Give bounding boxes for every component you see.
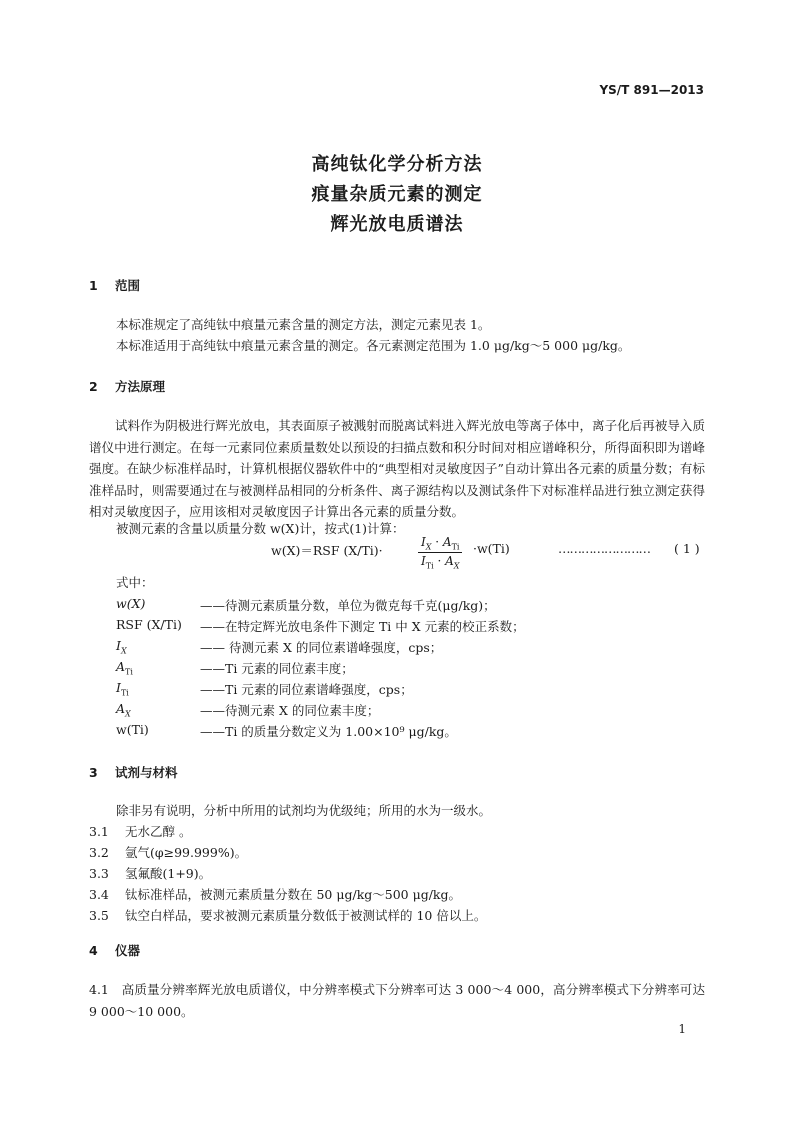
def-symbol-iti: $I_{Ti}$ bbox=[116, 680, 129, 698]
section-title: 试剂与材料 bbox=[115, 765, 178, 780]
formula-lhs: w(X)＝RSF (X/Ti)· bbox=[271, 543, 383, 558]
scope-paragraph-1: 本标准规定了高纯钛中痕量元素含量的测定方法，测定元素见表 1。 bbox=[116, 317, 491, 332]
page-number: 1 bbox=[678, 1022, 686, 1036]
formula-dots: …………………… bbox=[558, 541, 650, 556]
title-line-2: 痕量杂质元素的测定 bbox=[311, 184, 483, 205]
reagents-intro: 除非另有说明，分析中所用的试剂均为优级纯；所用的水为一级水。 bbox=[116, 803, 492, 818]
def-symbol-rsf: RSF (X/Ti) bbox=[116, 617, 182, 632]
list-item: 3.1 无水乙醇 。 bbox=[89, 824, 192, 839]
section-number: 1 bbox=[89, 278, 98, 293]
def-desc-rsf: ——在特定辉光放电条件下测定 Ti 中 X 元素的校正系数； bbox=[200, 619, 525, 634]
def-symbol-ati: $A_{Ti}$ bbox=[116, 659, 133, 677]
section-title: 范围 bbox=[115, 278, 141, 293]
def-symbol-wti: w(Ti) bbox=[116, 722, 149, 737]
instrument-paragraph: 4.1 高质量分辨率辉光放电质谱仪，中分辨率模式下分辨率可达 3 000～4 000，高分辨率模式下分辨率可达 9 000～10 000。 bbox=[89, 982, 705, 1019]
def-desc-iti: ——Ti 元素的同位素谱峰强度，cps； bbox=[200, 682, 413, 697]
standard-code: YS/T 891—2013 bbox=[599, 83, 704, 97]
list-item: 3.4 钛标准样品，被测元素质量分数在 50 μg/kg～500 μg/kg。 bbox=[89, 887, 462, 902]
def-desc-wti: ——Ti 的质量分数定义为 1.00×10⁹ μg/kg。 bbox=[200, 724, 457, 739]
section-number: 2 bbox=[89, 379, 98, 394]
formula-label: ( 1 ) bbox=[674, 541, 700, 556]
section-number: 3 bbox=[89, 765, 98, 780]
section-title: 方法原理 bbox=[115, 379, 166, 394]
principle-calc-intro: 被测元素的含量以质量分数 w(X)计，按式(1)计算： bbox=[116, 521, 405, 536]
section-1-heading bbox=[89, 276, 140, 294]
section-number: 4 bbox=[89, 943, 98, 958]
section-title: 仪器 bbox=[115, 943, 141, 958]
def-symbol-ix: $I_X$ bbox=[116, 638, 127, 656]
title-line-3: 辉光放电质谱法 bbox=[330, 214, 464, 235]
def-desc-ax: ——待测元素 X 的同位素丰度； bbox=[200, 703, 380, 718]
list-item: 3.3 氢氟酸(1+9)。 bbox=[89, 866, 212, 881]
def-symbol-ax: $A_X$ bbox=[116, 701, 131, 719]
formula-denominator: $I_{Ti} \cdot A_X$ bbox=[421, 554, 460, 571]
def-symbol-wx: w(X) bbox=[116, 596, 146, 611]
section-4-heading bbox=[89, 941, 140, 959]
formula-fraction bbox=[418, 535, 462, 571]
formula-numerator: $I_X \cdot A_{Ti}$ bbox=[418, 535, 462, 553]
where-label: 式中： bbox=[116, 575, 154, 590]
def-desc-ix: —— 待测元素 X 的同位素谱峰强度，cps； bbox=[200, 640, 443, 655]
scope-paragraph-2: 本标准适用于高纯钛中痕量元素含量的测定。各元素测定范围为 1.0 μg/kg～5 000 μg/kg。 bbox=[116, 338, 631, 353]
title-line-1: 高纯钛化学分析方法 bbox=[311, 154, 483, 175]
list-item: 3.2 氩气(φ≥99.999%)。 bbox=[89, 845, 248, 860]
principle-paragraph: 试料作为阴极进行辉光放电，其表面原子被溅射而脱离试料进入辉光放电等离子体中，离子化后再被导入质谱仪中进行测定。在每一元素同位素质量数处以预设的扫描点数和积分时间对相应谱峰积分，所得面积即为谱峰强度。在缺少标准样品时，计算机根据仪器软件中的“典型相对灵敏度因子”自动计算出各元素的质量分数；有标准样品时，则需要通过在与被测样品相同的分析条件、离子源结构以及测试条件下对标准样品进行独立测定获得相对灵敏度因子，应用该相对灵敏度因子计算出各元素的质量分数。 bbox=[89, 418, 705, 519]
formula-rhs: ·w(Ti) bbox=[473, 541, 510, 556]
section-3-heading bbox=[89, 763, 178, 781]
list-item: 3.5 钛空白样品，要求被测元素质量分数低于被测试样的 10 倍以上。 bbox=[89, 908, 487, 923]
section-2-heading bbox=[89, 377, 165, 395]
def-desc-ati: ——Ti 元素的同位素丰度； bbox=[200, 661, 354, 676]
def-desc-wx: ——待测元素质量分数，单位为微克每千克(μg/kg)； bbox=[200, 598, 496, 613]
